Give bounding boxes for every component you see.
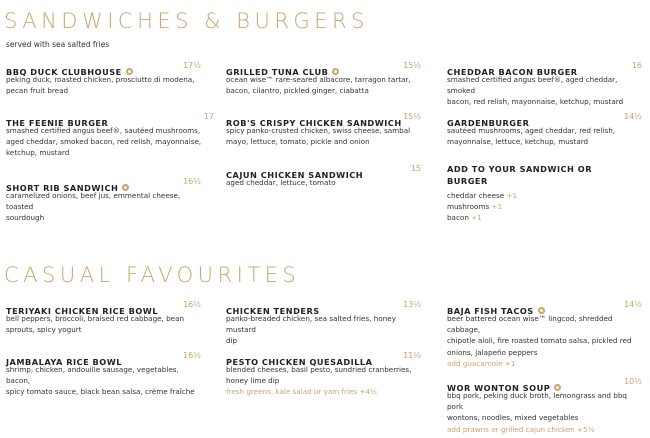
menu-item-gardenburger: [447, 111, 642, 147]
desc-line: chipotle aioli, fire roasted tomato salsa, pickled red: [447, 336, 632, 346]
item-name: PESTO CHICKEN QUESADILLA: [226, 357, 373, 367]
menu-item-wor-wonton-soup: [447, 376, 642, 435]
item-price: 17: [203, 112, 214, 121]
desc-line: mayonnaise, lettuce, ketchup, mustard: [447, 137, 589, 147]
desc-line: sautéed mushrooms, aged cheddar, red relish,: [447, 126, 616, 135]
menu-item-chicken-tenders: [226, 299, 421, 347]
desc-line: panko-breaded chicken, sea salted fries, honey mustard: [226, 314, 396, 335]
section-subtitle: served with sea salted fries: [6, 40, 110, 49]
item-price: 11½: [403, 351, 421, 360]
menu-item-bbq-duck-clubhouse: [6, 60, 201, 96]
item-name: CAJUN CHICKEN SANDWICH: [226, 170, 364, 180]
menu-item-baja-fish-tacos: [447, 299, 642, 369]
item-name: CHEDDAR BACON BURGER: [447, 67, 578, 77]
item-name: WOR WONTON SOUP: [447, 383, 551, 393]
item-price: 16: [631, 61, 642, 70]
item-description: [226, 313, 421, 347]
item-name: GARDENBURGER: [447, 118, 530, 128]
item-addon-note: fresh greens, kale salad or yam fries +4½: [226, 387, 378, 397]
desc-line: shrimp, chicken, andouille sausage, vegetables, bacon,: [6, 365, 179, 386]
item-addon-note: add guacamole +1: [447, 358, 516, 368]
desc-line: bell peppers, broccoli, braised red cabbage, bean: [6, 314, 185, 323]
desc-line: dip: [226, 336, 238, 346]
item-name: GRILLED TUNA CLUB: [226, 67, 329, 77]
menu-item-cajun-chicken-sandwich: [226, 163, 421, 188]
desc-line: ocean wise™ rare-seared albacore, tarragon tartar,: [226, 75, 411, 84]
item-price: 15: [410, 164, 421, 173]
menu-item-teriyaki-rice-bowl: [6, 299, 201, 335]
desc-line: caramelized onions, beef jus, emmental cheese, toasted: [6, 191, 181, 212]
desc-line: blended cheeses, basil pesto, sundried cranberries,: [226, 365, 412, 374]
item-price: 10½: [624, 377, 642, 386]
menu-item-pesto-chicken-quesadilla: [226, 350, 421, 398]
desc-line: beer battered ocean wise™ lingcod, shredded cabbage,: [447, 314, 613, 335]
item-price: 15½: [403, 61, 421, 70]
menu-item-feenie-burger: [6, 111, 214, 159]
desc-line: sprouts, spicy yogurt: [6, 325, 82, 335]
item-description: [6, 313, 201, 335]
item-description: [226, 74, 421, 96]
desc-line: peking duck, roasted chicken, prosciutto di modena,: [6, 75, 195, 84]
item-name: JAMBALAYA RICE BOWL: [6, 357, 122, 367]
item-description: [447, 390, 642, 424]
item-description: [6, 74, 201, 96]
addon-option: bacon +1: [447, 213, 482, 223]
item-name-line: BURGER: [447, 176, 488, 186]
menu-item-grilled-tuna-club: [226, 60, 421, 96]
desc-line: pecan fruit bread: [6, 86, 69, 96]
item-addon-note: add prawns or grilled cajun chicken +5½: [447, 424, 595, 434]
gold-circle-icon: [126, 68, 133, 75]
menu-item-short-rib-sandwich: [6, 176, 201, 224]
section-title-casual: CASUAL FAVOURITES: [4, 263, 301, 287]
desc-line: honey lime dip: [226, 376, 280, 386]
section-title-sandwiches: SANDWICHES & BURGERS: [4, 9, 369, 33]
addon-option: mushrooms +1: [447, 202, 503, 212]
item-name-line: ADD TO YOUR SANDWICH OR: [447, 164, 593, 174]
item-price: 16½: [183, 300, 201, 309]
item-price: 16½: [183, 177, 201, 186]
desc-line: mayo, lettuce, tomato, pickle and onion: [226, 137, 370, 147]
item-description: [447, 313, 642, 358]
desc-line: spicy panko-crusted chicken, swiss cheese, sambal: [226, 126, 411, 135]
desc-line: onions, jalapeño peppers: [447, 347, 538, 357]
desc-line: ketchup, mustard: [6, 148, 70, 158]
desc-line: wontons, noodles, mixed vegetables: [447, 413, 579, 423]
desc-line: spicy tomato sauce, black bean salsa, crème fraîche: [6, 387, 195, 397]
menu-item-cheddar-bacon-burger: [447, 60, 642, 108]
item-price: 14½: [624, 112, 642, 121]
item-description: [447, 74, 642, 108]
item-description: [447, 125, 642, 147]
gold-circle-icon: [538, 307, 545, 314]
desc-line: bacon, red relish, mayonnaise, ketchup, mustard: [447, 97, 624, 107]
item-price: 17½: [183, 61, 201, 70]
desc-line: bacon, cilantro, pickled ginger, ciabatta: [226, 86, 369, 96]
item-description: [6, 364, 201, 398]
item-name: BBQ DUCK CLUBHOUSE: [6, 67, 122, 77]
item-description: [226, 364, 421, 386]
item-name: ROB'S CRISPY CHICKEN SANDWICH: [226, 118, 402, 128]
desc-line: sourdough: [6, 213, 45, 223]
item-price: 14½: [624, 300, 642, 309]
desc-line: bbq pork, peking duck broth, lemongrass and bbq pork: [447, 391, 627, 412]
item-name: [447, 163, 642, 187]
menu-item-add-to-sandwich: [447, 163, 642, 224]
item-price: 13½: [403, 300, 421, 309]
menu-item-robs-crispy-chicken: [226, 111, 421, 147]
item-description: [6, 190, 201, 224]
item-description: [226, 125, 421, 147]
item-price: 15½: [403, 112, 421, 121]
item-description: [6, 125, 214, 159]
addon-option: cheddar cheese +1: [447, 191, 518, 200]
menu-item-jambalaya-rice-bowl: [6, 350, 201, 398]
item-name: CHICKEN TENDERS: [226, 306, 320, 316]
item-name: THE FEENIE BURGER: [6, 118, 109, 128]
desc-line: smashed certified angus beef®, sautéed mushrooms,: [6, 126, 201, 135]
item-name: BAJA FISH TACOS: [447, 306, 534, 316]
item-name: TERIYAKI CHICKEN RICE BOWL: [6, 306, 159, 316]
desc-line: aged cheddar, lettuce, tomato: [226, 178, 336, 187]
desc-line: aged cheddar, smoked bacon, red relish, mayonnaise,: [6, 137, 202, 147]
item-name: SHORT RIB SANDWICH: [6, 183, 119, 193]
desc-line: smashed certified angus beef®, aged cheddar, smoked: [447, 75, 618, 96]
item-price: 16½: [183, 351, 201, 360]
